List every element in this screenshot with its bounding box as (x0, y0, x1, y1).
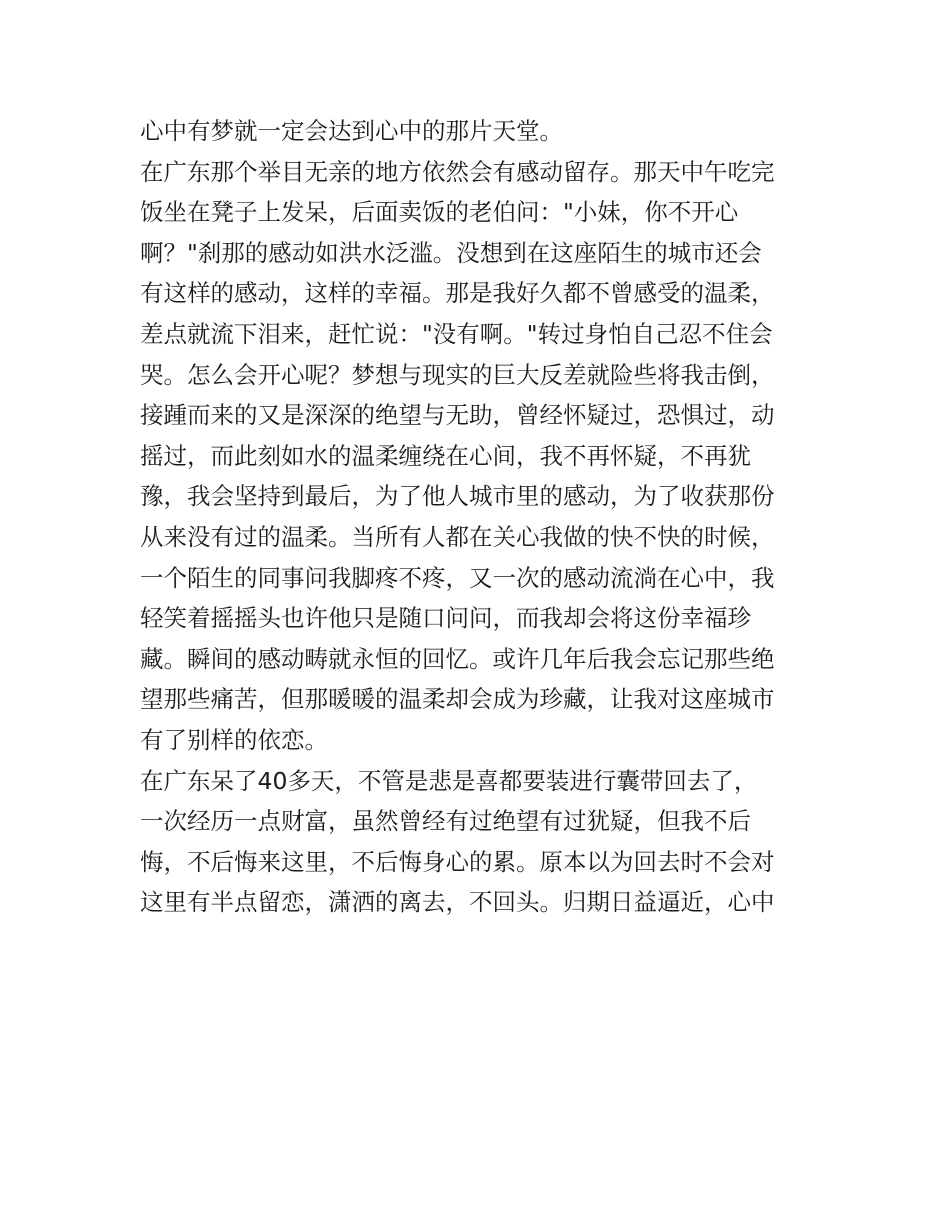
text-line: 在广东呆了40多天，不管是悲是喜都要装进行囊带回去了， (140, 766, 758, 795)
text-line: 有了别样的依恋。 (140, 725, 328, 754)
text-line: 接踵而来的又是深深的绝望与无助，曾经怀疑过，恐惧过，动 (140, 401, 775, 430)
text-line: 有这样的感动，这样的幸福。那是我好久都不曾感受的温柔， (140, 279, 775, 308)
text-line: 心中有梦就一定会达到心中的那片天堂。 (140, 117, 563, 145)
text-line: 啊？"刹那的感动如洪水泛滥。没想到在这座陌生的城市还会 (140, 238, 762, 267)
text-line: 悔，不后悔来这里，不后悔身心的累。原本以为回去时不会对 (140, 847, 775, 876)
text-line: 摇过，而此刻如水的温柔缠绕在心间，我不再怀疑，不再犹 (140, 441, 751, 470)
text-line: 从来没有过的温柔。当所有人都在关心我做的快不快的时候， (140, 522, 775, 551)
text-line: 哭。怎么会开心呢？梦想与现实的巨大反差就险些将我击倒， (140, 360, 775, 389)
text-line: 轻笑着摇摇头也许他只是随口问问，而我却会将这份幸福珍 (140, 604, 751, 633)
text-line: 豫，我会坚持到最后，为了他人城市里的感动，为了收获那份 (140, 482, 775, 511)
text-line: 望那些痛苦，但那暖暖的温柔却会成为珍藏，让我对这座城市 (140, 685, 775, 714)
text-line: 差点就流下泪来，赶忙说："没有啊。"转过身怕自己忍不住会 (140, 319, 773, 348)
text-line: 在广东那个举目无亲的地方依然会有感动留存。那天中午吃完 (140, 157, 775, 186)
text-line: 一次经历一点财富，虽然曾经有过绝望有过犹疑，但我不后 (140, 807, 751, 836)
text-line: 饭坐在凳子上发呆，后面卖饭的老伯问："小妹，你不开心 (140, 198, 739, 227)
text-line: 这里有半点留恋，潇洒的离去，不回头。归期日益逼近，心中 (140, 888, 775, 917)
document-body (140, 111, 820, 923)
text-line: 藏。瞬间的感动畴就永恒的回忆。或许几年后我会忘记那些绝 (140, 644, 775, 673)
text-line: 一个陌生的同事问我脚疼不疼，又一次的感动流淌在心中，我 (140, 563, 775, 592)
